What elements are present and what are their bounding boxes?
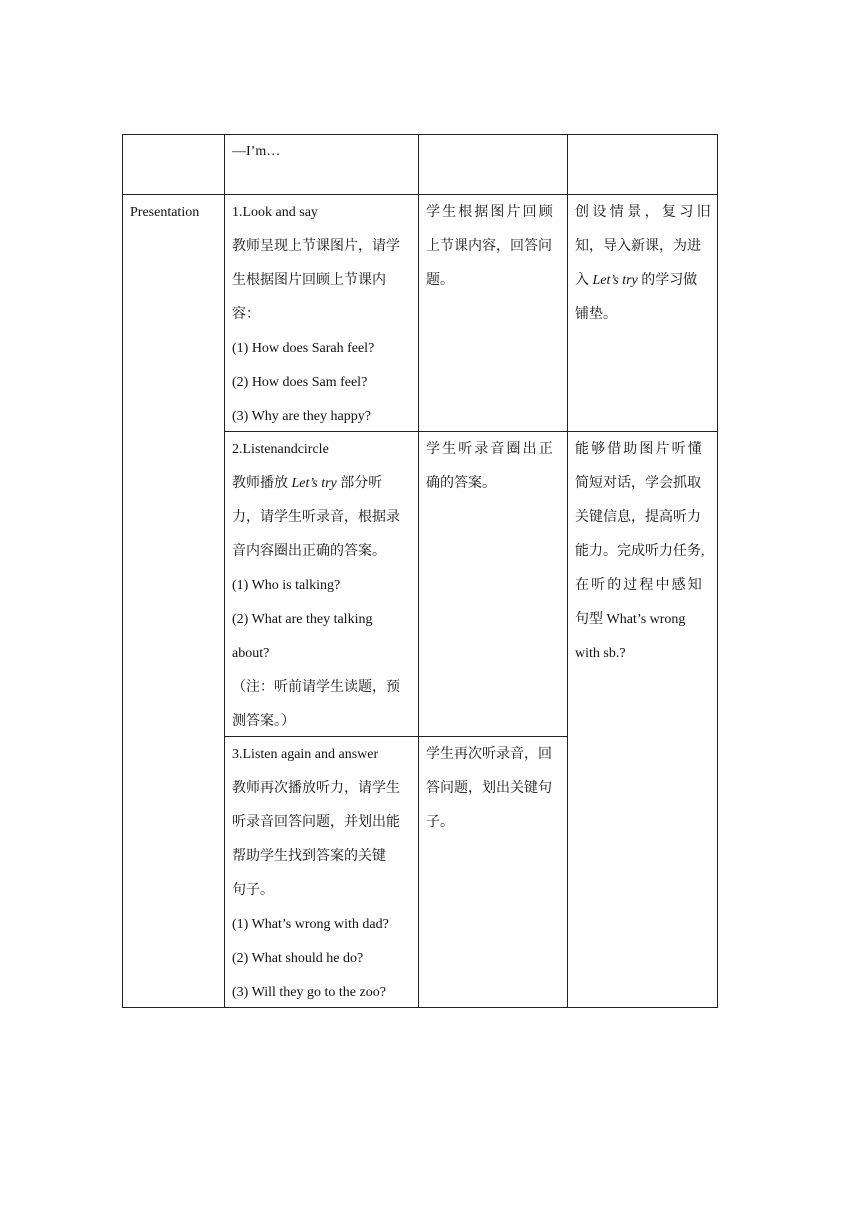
step2-text-emphasis: Let’s try — [291, 476, 337, 491]
row-divider — [122, 194, 718, 195]
step1-heading: 1.Look and say — [232, 205, 318, 220]
purpose-text-part: 的学习做 — [637, 273, 698, 288]
student-text: 题。 — [426, 273, 454, 288]
purpose-text — [575, 264, 714, 298]
table-border-left — [122, 134, 123, 1008]
student-text: 学生听录音圈出正 — [426, 442, 555, 457]
step2-heading: 2.Listenandcircle — [232, 442, 329, 457]
purpose-text: 在听的过程中感知 — [575, 578, 704, 593]
purpose-text: 句型 What’s wrong — [575, 612, 686, 627]
step1-teacher-activity — [232, 196, 400, 434]
student-text: 子。 — [426, 815, 454, 830]
stage-label: Presentation — [130, 205, 200, 220]
purpose-text: 能够借助图片听懂 — [575, 442, 704, 457]
table-border-top — [122, 134, 718, 135]
step2-question: about? — [232, 646, 270, 661]
step2-question: (2) What are they talking — [232, 612, 373, 627]
step2-text-part: 教师播放 — [232, 476, 292, 491]
purpose-text-part: 入 — [575, 273, 593, 288]
purpose2-cell — [575, 433, 705, 671]
step3-text: 帮助学生找到答案的关键 — [232, 849, 386, 864]
step2-note: 测答案。） — [232, 714, 295, 729]
step2-text — [232, 467, 400, 501]
step3-question: (3) Will they go to the zoo? — [232, 985, 386, 1000]
step3-question: (2) What should he do? — [232, 951, 364, 966]
purpose-text: 铺垫。 — [575, 307, 617, 322]
stage-label-cell — [130, 196, 199, 230]
table-border-bottom — [122, 1007, 718, 1008]
student-text: 学生根据图片回顾 — [426, 205, 555, 220]
step1-text: 教师呈现上节课图片，请学 — [232, 239, 400, 254]
purpose1-cell — [575, 196, 714, 332]
table-border-right — [717, 134, 718, 1008]
column-divider — [567, 134, 568, 1008]
step1-student-activity — [426, 196, 555, 298]
purpose-text: with sb.? — [575, 646, 626, 661]
step1-question: (1) How does Sarah feel? — [232, 341, 375, 356]
step1-text: 生根据图片回顾上节课内 — [232, 273, 386, 288]
student-text: 答问题，划出关键句 — [426, 781, 552, 796]
purpose-text: 简短对话，学会抓取 — [575, 476, 701, 491]
student-text: 确的答案。 — [426, 476, 496, 491]
cell-text: —I’m… — [232, 144, 281, 159]
column-divider — [418, 134, 419, 1008]
step2-student-activity — [426, 433, 555, 501]
step3-text: 教师再次播放听力，请学生 — [232, 781, 400, 796]
student-text: 上节课内容，回答问 — [426, 239, 552, 254]
purpose-text: 关键信息，提高听力 — [575, 510, 701, 525]
step3-heading: 3.Listen again and answer — [232, 747, 379, 762]
step3-question: (1) What’s wrong with dad? — [232, 917, 389, 932]
student-text: 学生再次听录音，回 — [426, 747, 552, 762]
step1-text: 容： — [232, 307, 260, 322]
purpose-text: 创设情景，复习旧 — [575, 205, 715, 220]
column-divider — [224, 134, 225, 1008]
step1-question: (3) Why are they happy? — [232, 409, 371, 424]
step2-text: 音内容圈出正确的答案。 — [232, 544, 386, 559]
lesson-plan-table — [122, 134, 718, 1008]
step2-teacher-activity — [232, 433, 400, 739]
step2-question: (1) Who is talking? — [232, 578, 341, 593]
table-cell — [232, 135, 280, 169]
purpose-text: 知，导入新课，为进 — [575, 239, 701, 254]
purpose-text-emphasis: Let’s try — [592, 273, 638, 288]
step3-teacher-activity — [232, 738, 400, 1010]
step2-note: （注：听前请学生读题，预 — [232, 680, 400, 695]
step3-student-activity — [426, 738, 552, 840]
step2-text: 力，请学生听录音，根据录 — [232, 510, 400, 525]
step1-question: (2) How does Sam feel? — [232, 375, 368, 390]
step3-text: 句子。 — [232, 883, 274, 898]
purpose-text: 能力。完成听力任务, — [575, 544, 705, 559]
step2-text-part: 部分听 — [336, 476, 383, 491]
step3-text: 听录音回答问题，并划出能 — [232, 815, 400, 830]
